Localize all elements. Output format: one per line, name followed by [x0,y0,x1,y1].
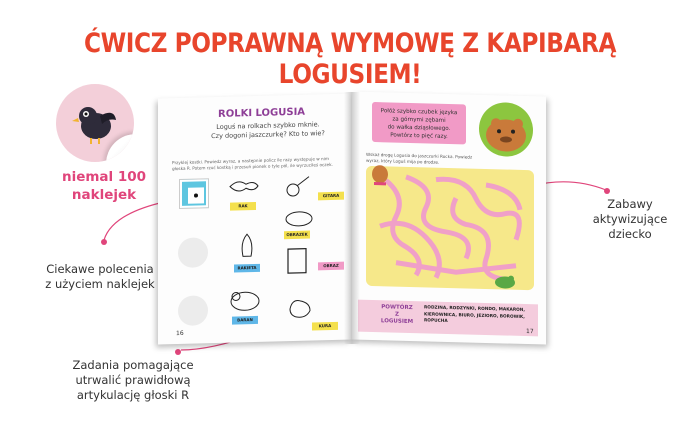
page-number: 17 [526,328,534,336]
left-page-subtitle: Loguś na rolkach szybko mknie. Czy dogoni jaszczurkę? Kto to wie? [211,120,325,141]
sticker-circle [178,237,208,268]
callout-zadania: Zadania pomagające utrwalić prawidłową artykulację głoski R [72,358,194,402]
ram-icon [228,288,262,315]
guitar-icon [284,175,312,200]
word-label: RAK [230,202,256,211]
word-label: GITARA [318,192,344,201]
page-number: 16 [176,329,184,338]
headline: ĆWICZ POPRAWNĄ WYMOWĘ Z KAPIBARĄ LOGUSIEM! [83,28,617,90]
repeat-title: POWTÓRZ Z LOGUSIEM [380,304,414,326]
capybara-skater-icon [370,162,390,187]
bird-icon [70,98,120,148]
picture-frame-icon [286,247,308,276]
book-gutter [344,92,360,344]
word-label: OBRAZ [318,262,344,271]
word-label: RAKIETA [234,264,260,273]
rocket-icon [236,232,258,263]
tongue-exercise-box: Połóż szybko czubek języka za górnymi zębami do wałka dziąsłowego. Powtórz to pięć razy. [372,102,466,144]
crayfish-icon [228,176,260,199]
lizard-icon [492,271,518,294]
word-label: OBRAZEK [284,231,310,240]
left-page-title: ROLKI LOGUSIA [218,106,306,120]
callout-ciekawe: Ciekawe polecenia z użyciem naklejek [45,262,155,291]
right-page-instruction: Wskaż drogę Logusia do jaszczurki Rocka. Powiedz wyraz, który Loguś mija po drodze. [366,151,473,165]
hen-icon [286,294,314,321]
workbook-spread [158,88,546,346]
sticker-circle [178,295,208,326]
left-page [158,93,352,344]
capybara-icon [478,101,534,158]
word-label: BARAN [232,316,258,325]
repeat-words: RODZINA, RODZYNKI, RONDO, MAKARON, KIEROWNICA, BIURO, JEZIORO, BOROWIK, ROPUCHA [424,305,526,324]
sticker-sample [56,84,134,162]
left-page-instruction: Przyklej kostki. Powiedz wyraz, a następnie policz ile razy występuje w nim głoska R. Potem rzuć kostką i przesuń pionek o tyle pól, ile wyrzuciłeś oczek. [172,156,333,172]
sticker-count-note: niemal 100 naklejek [61,169,147,203]
dice-sticker [180,179,208,208]
callout-zabawy: Zabawy aktywizujące dziecko [592,197,668,241]
right-page [352,91,546,344]
bread-icon [284,208,314,227]
word-label: KURA [312,322,338,331]
